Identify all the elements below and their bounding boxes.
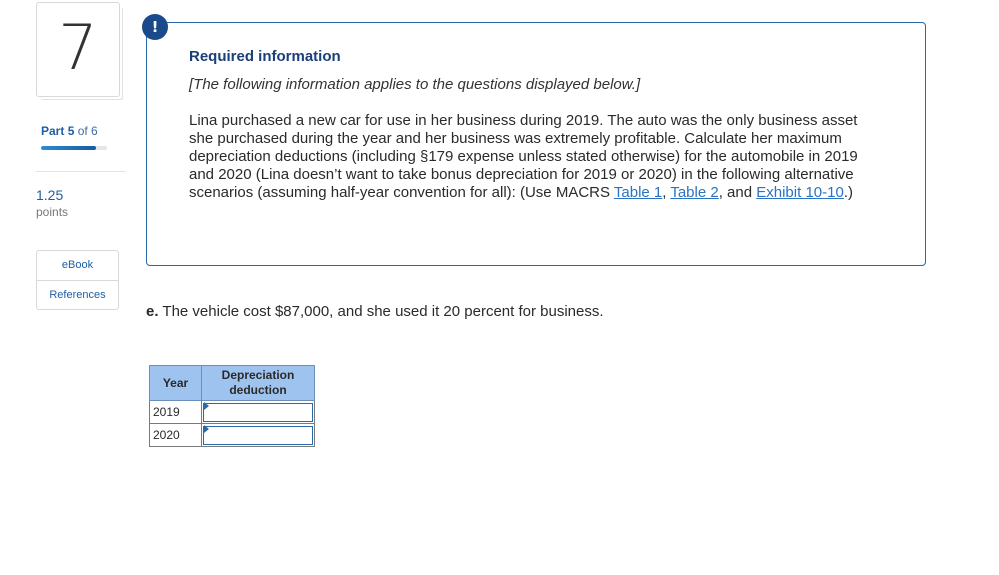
points-value: 1.25	[36, 187, 64, 203]
table-row	[150, 424, 315, 447]
depreciation-cell	[202, 401, 315, 424]
part-progress-fill	[41, 146, 96, 150]
body-text: Lina purchased a new car for use in her business during 2019. The auto was the only business asset she purchased during the year and her business was extremely profitable. Calculate her maximum depreciation deductions (including §179 expense unless stated otherwise) for the automobile in 2019 and 2020 (Lina doesn’t want to take bonus depreciation for 2019 or 2020) in the following alternative scenarios (assuming half-year convention for all): (Use MACRS	[189, 112, 858, 201]
link-table-2[interactable]: Table 2	[670, 184, 719, 201]
link-exhibit-10-10[interactable]: Exhibit 10-10	[756, 184, 844, 201]
part-indicator	[41, 124, 98, 138]
link-table-1[interactable]: Table 1	[613, 184, 663, 201]
depreciation-input-2019[interactable]	[203, 403, 313, 422]
question-text: The vehicle cost $87,000, and she used it 20 percent for business.	[158, 303, 604, 320]
depreciation-cell	[202, 424, 315, 447]
required-info-body	[189, 112, 869, 202]
year-cell: 2019	[150, 401, 202, 424]
question-number: 7	[58, 11, 98, 84]
resource-buttons	[36, 250, 119, 310]
column-header-year: Year	[150, 366, 202, 401]
table-row	[150, 401, 315, 424]
input-marker-icon	[204, 425, 209, 433]
part-prefix: Part	[41, 124, 65, 138]
divider	[36, 171, 126, 172]
question-label: e.	[146, 303, 159, 320]
references-button[interactable]: References	[37, 280, 118, 309]
body-sep-1: ,	[662, 184, 671, 201]
required-info-subtitle: [The following information applies to the questions displayed below.]	[189, 76, 641, 93]
alert-icon: !	[142, 14, 168, 40]
depreciation-input-2020[interactable]	[203, 426, 313, 445]
input-marker-icon	[204, 402, 209, 410]
part-progress-bar	[41, 146, 107, 150]
question-prompt	[146, 303, 604, 320]
year-cell: 2020	[150, 424, 202, 447]
column-header-depreciation: Depreciation deduction	[202, 366, 315, 401]
body-tail: .)	[843, 184, 853, 201]
body-sep-2: , and	[718, 184, 757, 201]
ebook-button[interactable]: eBook	[61, 259, 94, 271]
answer-table	[149, 365, 315, 447]
part-current: 5	[67, 124, 75, 138]
question-number-card	[36, 2, 120, 97]
required-info-title: Required information	[189, 48, 341, 65]
part-of-total: of 6	[77, 124, 98, 138]
points-label: points	[36, 205, 69, 219]
